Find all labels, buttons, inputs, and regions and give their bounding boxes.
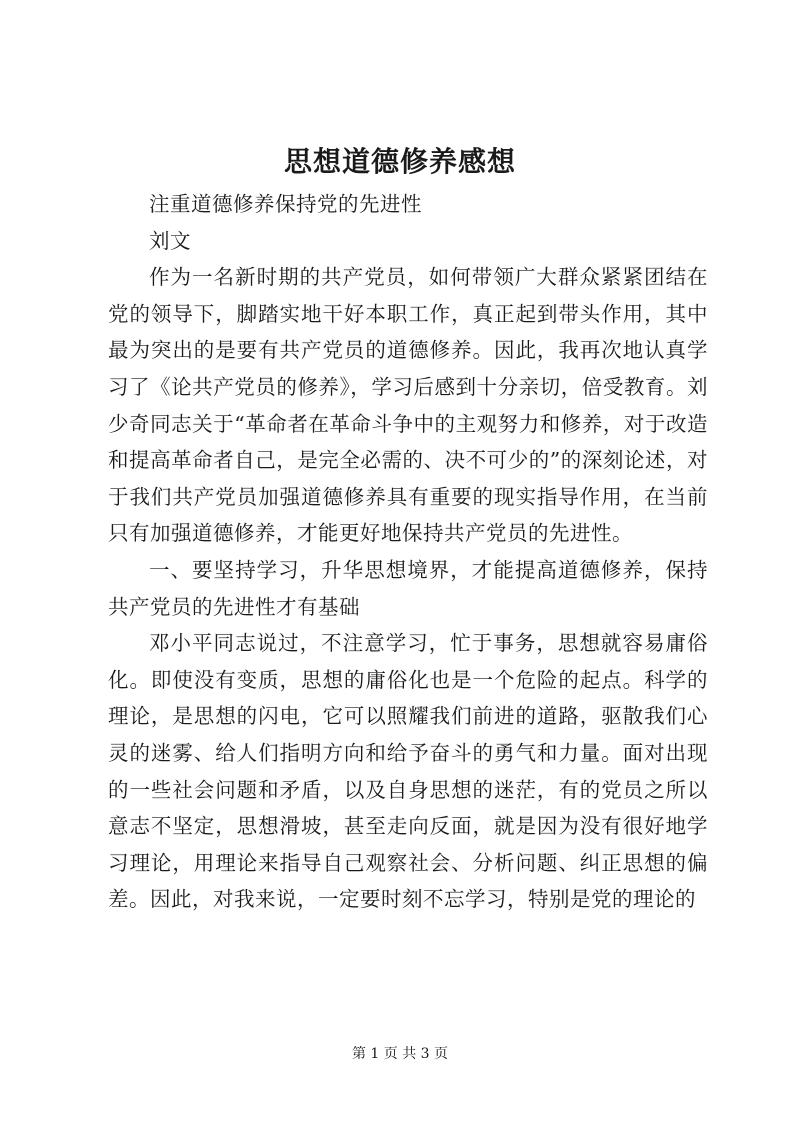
document-title: 思想道德修养感想	[283, 145, 516, 178]
page-footer: 第 1 页 共 3 页	[351, 1046, 449, 1062]
subtitle-paragraph: 注重道德修养保持党的先进性	[149, 192, 422, 216]
section-heading-paragraph: 一、要坚持学习，升华思想境界，才能提高道德修养，保持共产党员的先进性才有基础	[108, 557, 708, 619]
body-paragraph: 作为一名新时期的共产党员，如何带领广大群众紧紧团结在党的领导下，脚踏实地干好本职工作，真正起到带头作用，其中最为突出的是要有共产党员的道德修养。因此，我再次地认真学习了《论共产党员的修养》，学习后感到十分亲切，倍受教育。刘少奇同志关于“革命者在革命斗争中的主观努力和修养，对于改造和提高革命者自己，是完全必需的、决不可少的”的深刻论述，对于我们共产党员加强道德修养具有重要的现实指导作用，在当前只有加强道德修养，才能更好地保持共产党员的先进性。	[108, 265, 708, 546]
body-paragraph: 邓小平同志说过，不注意学习，忙于事务，思想就容易庸俗化。即使没有变质，思想的庸俗化也是一个危险的起点。科学的理论，是思想的闪电，它可以照耀我们前进的道路，驱散我们心灵的迷雾、给人们指明方向和给予奋斗的勇气和力量。面对出现的一些社会问题和矛盾，以及自身思想的迷茫，有的党员之所以意志不坚定，思想滑坡，甚至走向反面，就是因为没有很好地学习理论，用理论来指导自己观察社会、分析问题、纠正思想的偏差。因此，对我来说，一定要时刻不忘学习，特别是党的理论的	[108, 631, 708, 912]
document-body	[108, 186, 708, 918]
author-paragraph: 刘文	[149, 228, 191, 253]
